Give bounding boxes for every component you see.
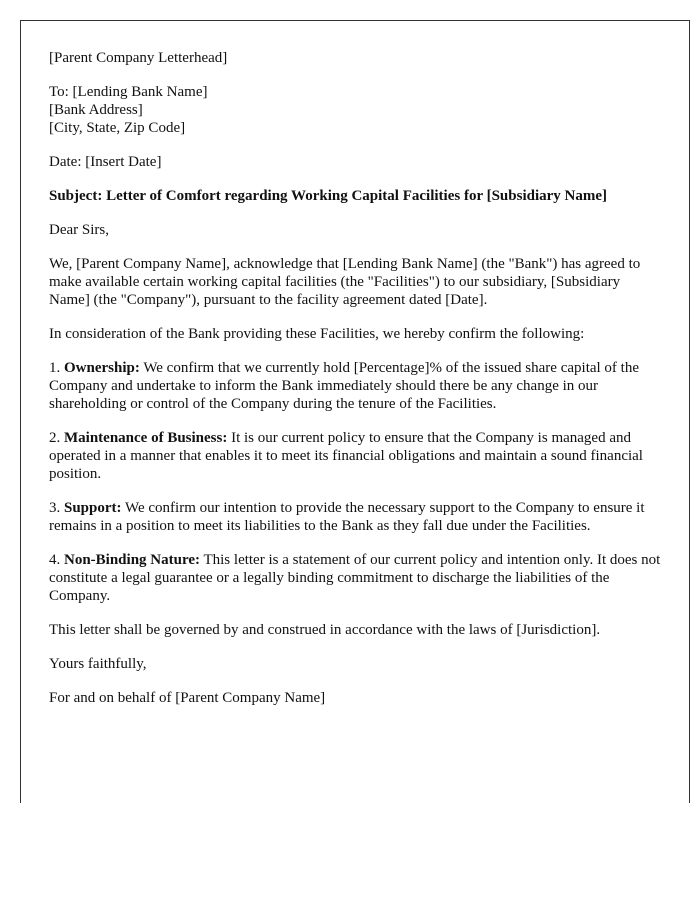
point-text: This letter is a statement of our current policy and intention only. It does not constitute a legal guarantee or a legally binding commitment to discharge the liabilities of the Company.: [49, 552, 661, 604]
point-non-binding: [49, 551, 661, 605]
point-title: Non-Binding Nature:: [64, 552, 200, 568]
letter-date: Date: [Insert Date]: [49, 154, 162, 170]
point-text: We confirm our intention to provide the necessary support to the Company to ensure it remains in a position to meet its liabilities to the Bank as they fall due under the Facilities.: [49, 500, 645, 534]
point-support: [49, 499, 661, 535]
consideration-paragraph: In consideration of the Bank providing these Facilities, we hereby confirm the following:: [49, 326, 585, 342]
point-maintenance: [49, 429, 661, 483]
point-number: 1.: [49, 360, 64, 376]
point-text: It is our current policy to ensure that the Company is managed and operated in a manner that enables it to meet its financial obligations and maintain a sound financial position.: [49, 430, 643, 482]
point-number: 4.: [49, 552, 64, 568]
point-number: 3.: [49, 500, 64, 516]
point-ownership: [49, 359, 661, 413]
recipient-address: [Bank Address]: [49, 102, 143, 118]
signoff: For and on behalf of [Parent Company Name]: [49, 690, 326, 706]
point-number: 2.: [49, 430, 64, 446]
point-title: Ownership:: [64, 360, 140, 376]
letterhead: [Parent Company Letterhead]: [49, 50, 228, 66]
subject-text: Subject: Letter of Comfort regarding Working Capital Facilities for [Subsidiary Name]: [49, 188, 608, 204]
governing-law-paragraph: This letter shall be governed by and construed in accordance with the laws of [Jurisdiction].: [49, 622, 601, 638]
salutation: Dear Sirs,: [49, 222, 109, 238]
intro-paragraph: We, [Parent Company Name], acknowledge that [Lending Bank Name] (the "Bank") has agreed to make available certain working capital facilities (the "Facilities") to our subsidiary, [Subsidiary Name] (the "Company"), pursuant to the facility agreement dated [Date].: [49, 256, 641, 308]
recipient-to: To: [Lending Bank Name]: [49, 84, 208, 100]
point-title: Maintenance of Business:: [64, 430, 228, 446]
point-title: Support:: [64, 500, 122, 516]
recipient-block: [49, 83, 661, 137]
closing: Yours faithfully,: [49, 656, 147, 672]
point-text: We confirm that we currently hold [Percentage]% of the issued share capital of the Company and undertake to inform the Bank immediately should there be any change in our shareholding or control of the Company during the tenure of the Facilities.: [49, 360, 640, 412]
recipient-city: [City, State, Zip Code]: [49, 120, 186, 136]
subject-line: [49, 187, 661, 205]
letter-document: [20, 20, 690, 803]
